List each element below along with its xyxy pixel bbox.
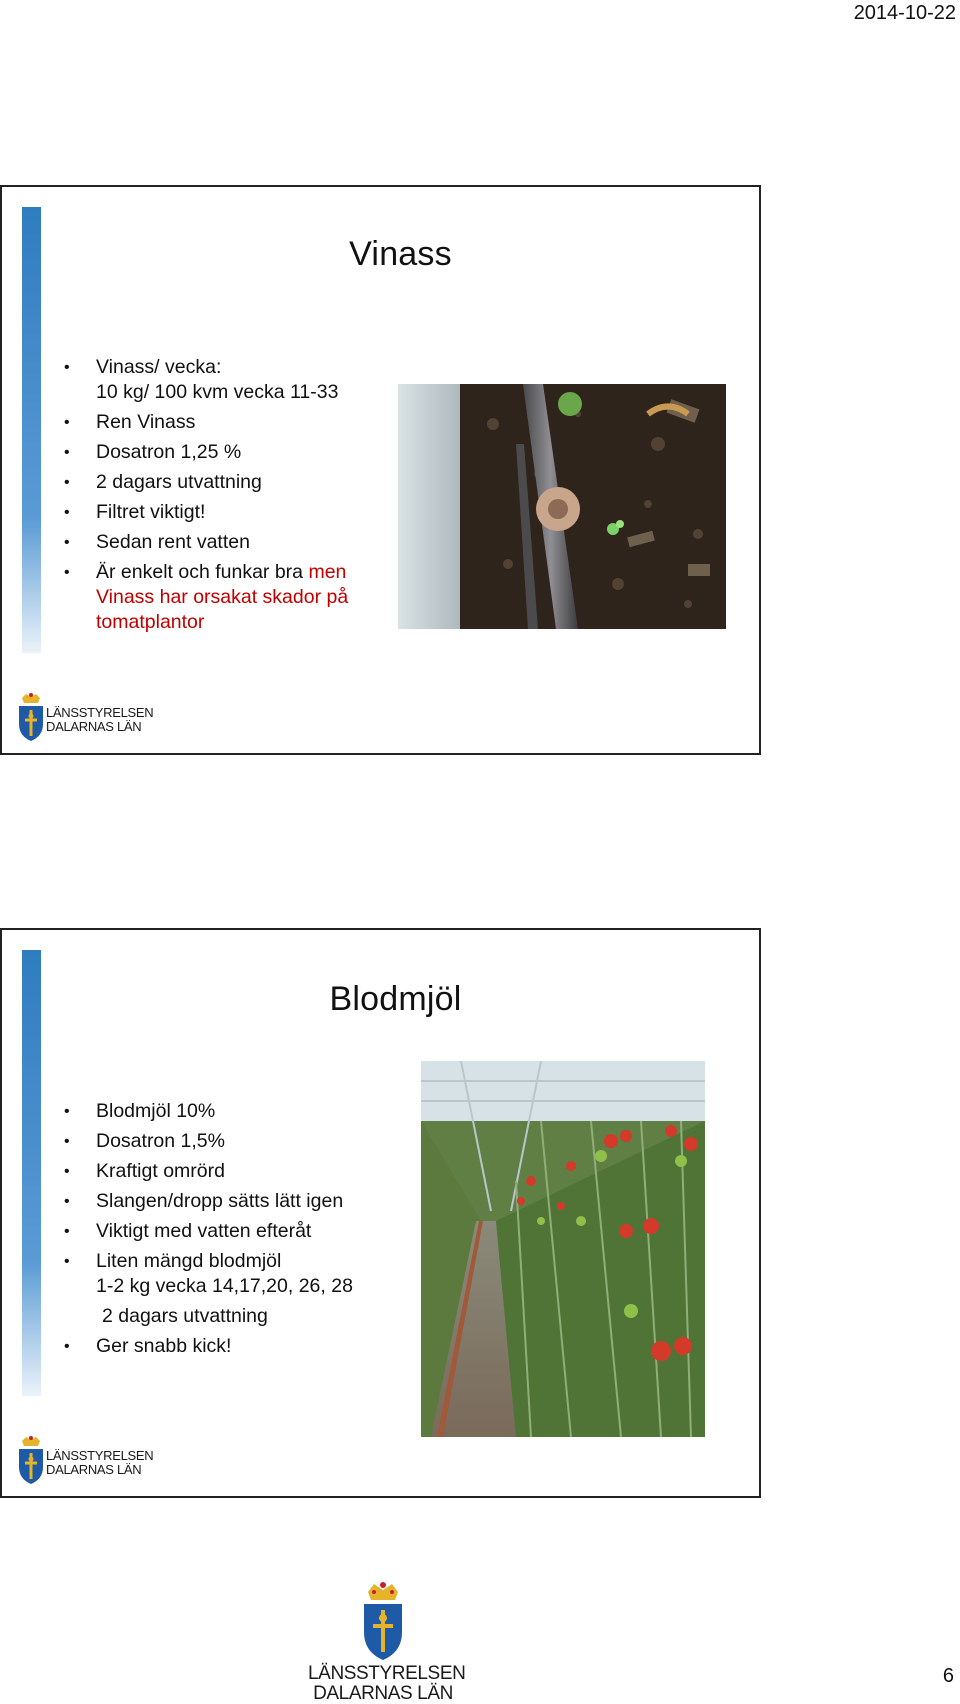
bullet-item xyxy=(64,355,384,405)
bullet-text: Blodmjöl 10% xyxy=(96,1100,216,1122)
bullet-text: Är enkelt och funkar bra xyxy=(96,561,304,583)
bullet-text: Ger snabb kick! xyxy=(96,1335,232,1357)
photo-tomato-greenhouse-drawing xyxy=(421,1061,705,1437)
footer-logo-text xyxy=(308,1663,466,1704)
bullet-item xyxy=(64,410,384,435)
slide-title: Vinass xyxy=(349,235,452,273)
coat-of-arms-icon xyxy=(360,1580,406,1664)
logo-line-1: LÄNSSTYRELSEN xyxy=(46,1448,154,1463)
bullet-item xyxy=(64,1219,424,1244)
bullet-item xyxy=(64,500,384,525)
bullet-text: Liten mängd blodmjöl xyxy=(96,1250,282,1272)
bullet-list xyxy=(64,355,384,640)
bullet-text: 10 kg/ 100 kvm vecka 11-33 xyxy=(96,381,339,403)
logo-line-2: DALARNAS LÄN xyxy=(46,1462,142,1477)
bullet-text: Dosatron 1,5% xyxy=(96,1130,225,1152)
bullet-text: Kraftigt omrörd xyxy=(96,1160,225,1182)
photo-tomato-greenhouse xyxy=(421,1061,705,1437)
footer-lansstyrelsen-logo xyxy=(308,1580,466,1704)
logo-line-2: DALARNAS LÄN xyxy=(46,719,142,734)
logo-line-1: LÄNSSTYRELSEN xyxy=(308,1663,466,1684)
bullet-item xyxy=(64,1189,424,1214)
coat-of-arms-icon xyxy=(16,1435,46,1493)
slide-vinass xyxy=(0,185,761,755)
bullet-item xyxy=(64,560,384,635)
bullet-text: Slangen/dropp sätts lätt igen xyxy=(96,1190,344,1212)
bullet-text: Sedan rent vatten xyxy=(96,531,250,553)
bullet-text: Dosatron 1,25 % xyxy=(96,441,242,463)
bullet-text: Viktigt med vatten efteråt xyxy=(96,1220,312,1242)
page-number: 6 xyxy=(942,1665,954,1687)
bullet-item xyxy=(64,440,384,465)
bullet-item xyxy=(64,1249,424,1299)
logo-text xyxy=(46,1449,153,1477)
logo-line-2: DALARNAS LÄN xyxy=(313,1683,453,1704)
photo-irrigation-hose-drawing xyxy=(398,384,726,629)
bullet-text: Ren Vinass xyxy=(96,411,196,433)
bullet-text: 1-2 kg vecka 14,17,20, 26, 28 xyxy=(96,1275,353,1297)
bullet-item xyxy=(64,1099,424,1124)
bullet-item xyxy=(64,530,384,555)
page-date: 2014-10-22 xyxy=(853,2,956,24)
logo-text xyxy=(46,706,153,734)
lansstyrelsen-logo xyxy=(16,1435,154,1493)
lansstyrelsen-logo xyxy=(16,692,154,750)
slide-title: Blodmjöl xyxy=(329,980,462,1018)
bullet-item xyxy=(64,1159,424,1184)
warning-text: men Vinass har orsakat skador på tomatplantor xyxy=(96,561,349,633)
coat-of-arms-icon xyxy=(16,692,46,750)
slide-blodmjol xyxy=(0,928,761,1498)
bullet-text: 2 dagars utvattning xyxy=(102,1305,268,1327)
bullet-item xyxy=(64,1334,424,1359)
bullet-list xyxy=(64,1099,424,1364)
slide-accent-bar xyxy=(22,207,41,653)
photo-irrigation-hose xyxy=(398,384,726,629)
bullet-item xyxy=(64,1304,424,1329)
logo-line-1: LÄNSSTYRELSEN xyxy=(46,705,154,720)
bullet-text: 2 dagars utvattning xyxy=(96,471,262,493)
bullet-text: Filtret viktigt! xyxy=(96,501,206,523)
bullet-item xyxy=(64,1129,424,1154)
bullet-item xyxy=(64,470,384,495)
bullet-text: Vinass/ vecka: xyxy=(96,356,222,378)
